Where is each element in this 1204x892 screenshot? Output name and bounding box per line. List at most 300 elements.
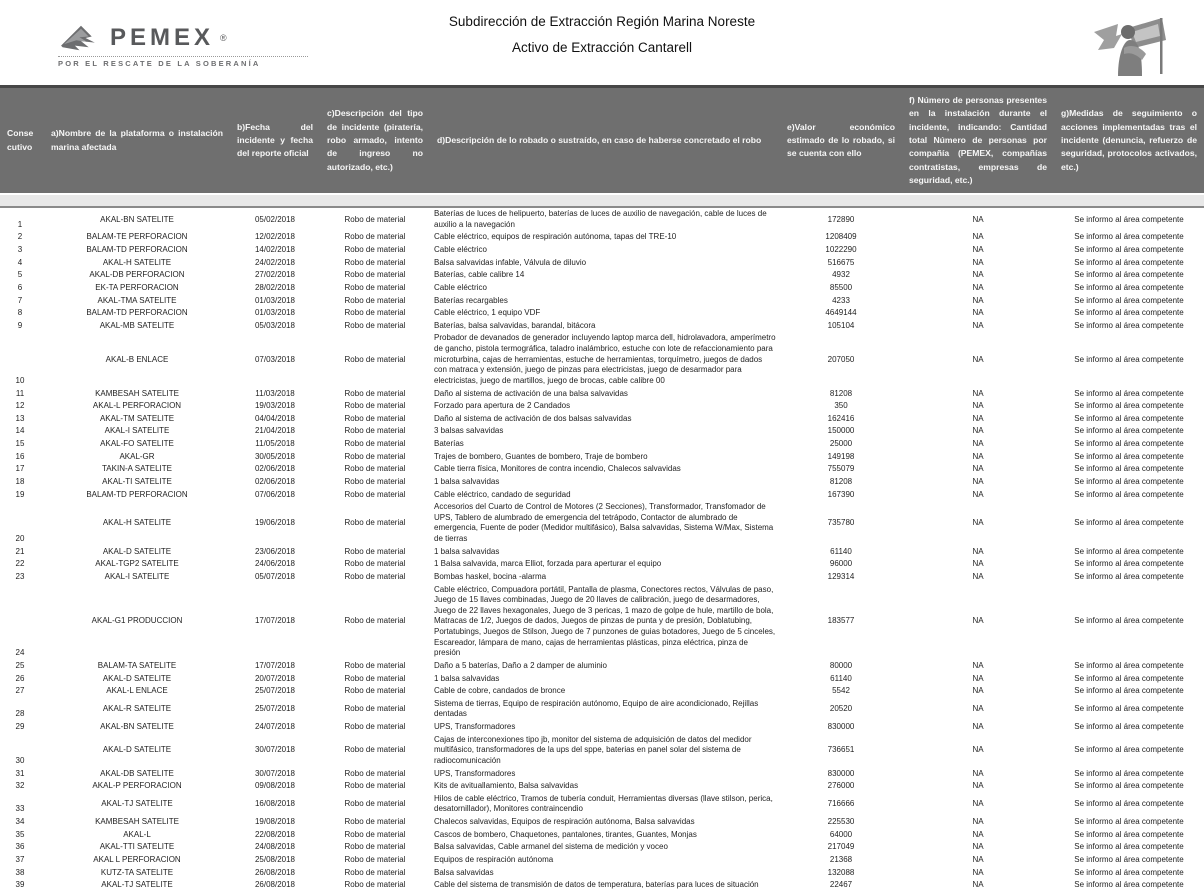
consec-cell: 17 xyxy=(15,464,25,474)
date-cell: 05/07/2018 xyxy=(254,571,296,581)
persons-cell: NA xyxy=(972,781,984,791)
date-cell: 14/02/2018 xyxy=(254,245,296,255)
desc-cell: 1 Balsa salvavida, marca Elliot, forzada para aperturar el equipo xyxy=(434,559,662,569)
name-cell: AKAL-FO SATELITE xyxy=(100,439,174,449)
date-cell: 20/07/2018 xyxy=(254,673,296,683)
desc-cell: Kits de avituallamiento, Balsa salvavidas xyxy=(434,781,579,791)
consec-cell: 31 xyxy=(15,768,25,778)
table-row xyxy=(0,438,1204,451)
consec-cell: 10 xyxy=(15,375,25,385)
value-cell: 735780 xyxy=(827,518,855,528)
name-cell: AKAL-I SATELITE xyxy=(104,571,170,581)
persons-cell: NA xyxy=(972,745,984,755)
table-header-row xyxy=(0,87,1204,195)
type-cell: Robo de material xyxy=(344,829,406,839)
name-cell: TAKIN-A SATELITE xyxy=(102,464,172,474)
consec-cell: 38 xyxy=(15,867,25,877)
action-cell: Se informo al área competente xyxy=(1074,768,1184,778)
persons-cell: NA xyxy=(972,559,984,569)
type-cell: Robo de material xyxy=(344,817,406,827)
table-row xyxy=(0,780,1204,793)
value-cell: 21368 xyxy=(829,854,853,864)
action-cell: Se informo al área competente xyxy=(1074,559,1184,569)
consec-cell: 34 xyxy=(15,817,25,827)
desc-cell: Equipos de respiración autónoma xyxy=(434,854,554,864)
table-row xyxy=(0,816,1204,829)
desc-cell: Cable eléctrico, candado de seguridad xyxy=(434,489,571,499)
consec-cell: 2 xyxy=(17,232,23,242)
action-cell: Se informo al área competente xyxy=(1074,880,1184,890)
persons-cell: NA xyxy=(972,722,984,732)
date-cell: 26/08/2018 xyxy=(254,880,296,890)
persons-cell: NA xyxy=(972,854,984,864)
consec-cell: 21 xyxy=(15,546,25,556)
desc-cell: Cable de cobre, candados de bronce xyxy=(434,686,566,696)
date-cell: 30/07/2018 xyxy=(254,768,296,778)
persons-cell: NA xyxy=(972,616,984,626)
type-cell: Robo de material xyxy=(344,546,406,556)
persons-cell: NA xyxy=(972,489,984,499)
persons-cell: NA xyxy=(972,401,984,411)
action-cell: Se informo al área competente xyxy=(1074,842,1184,852)
name-cell: AKAL-TJ SATELITE xyxy=(101,799,173,809)
persons-cell: NA xyxy=(972,257,984,267)
name-cell: EK-TA PERFORACION xyxy=(95,282,179,292)
date-cell: 24/08/2018 xyxy=(254,842,296,852)
page-subtitle: Activo de Extracción Cantarell xyxy=(511,40,693,55)
consec-cell: 29 xyxy=(15,722,25,732)
table-row xyxy=(0,660,1204,673)
persons-cell: NA xyxy=(972,320,984,330)
table-row xyxy=(0,400,1204,413)
value-cell: 20520 xyxy=(829,704,853,714)
value-cell: 105104 xyxy=(827,320,855,330)
column-header-consec: Consecutivo xyxy=(0,87,44,195)
consec-cell: 11 xyxy=(15,388,25,398)
desc-cell: Probador de devanados de generador incluyendo laptop marca dell, hidrolavadora, amperímetro de gancho, pistola termográfica, taladro inalámbrico, estuche con lote de refaccionamiento para microturbina, cajas de herramientas, estuche de herramientas, torquímetro, juegos de dados con matraca y extensión, juego de pinzas para electricistas, juego de desarmador para electricistas, juego de martillos, juego de brocas, cable calibre 00 xyxy=(434,333,776,385)
table-row xyxy=(0,413,1204,426)
type-cell: Robo de material xyxy=(344,673,406,683)
name-cell: AKAL-D SATELITE xyxy=(102,673,172,683)
persons-cell: NA xyxy=(972,817,984,827)
persons-cell: NA xyxy=(972,546,984,556)
name-cell: AKAL-BN SATELITE xyxy=(100,214,174,224)
action-cell: Se informo al área competente xyxy=(1074,781,1184,791)
consec-cell: 30 xyxy=(15,755,25,765)
value-cell: 276000 xyxy=(827,781,855,791)
value-cell: 129314 xyxy=(827,571,855,581)
date-cell: 01/03/2018 xyxy=(254,295,296,305)
table-row xyxy=(0,489,1204,502)
persons-cell: NA xyxy=(972,214,984,224)
type-cell: Robo de material xyxy=(344,745,406,755)
desc-cell: Daño al sistema de activación de una balsa salvavidas xyxy=(434,388,628,398)
value-cell: 61140 xyxy=(830,546,852,556)
name-cell: AKAL-B ENLACE xyxy=(105,354,169,364)
desc-cell: 3 balsas salvavidas xyxy=(434,426,504,436)
desc-cell: Hilos de cable eléctrico, Tramos de tubería conduit, Herramientas diversas (llave stilson, perica, desatornillador), Monitores contraincendio xyxy=(434,793,773,814)
type-cell: Robo de material xyxy=(344,660,406,670)
spacer-cell xyxy=(0,194,1204,207)
persons-cell: NA xyxy=(972,704,984,714)
desc-cell: Cable eléctrico xyxy=(434,245,487,255)
value-cell: 217049 xyxy=(827,842,855,852)
value-cell: 716666 xyxy=(827,799,855,809)
date-cell: 24/07/2018 xyxy=(254,722,296,732)
desc-cell: Baterías, balsa salvavidas, barandal, bitácora xyxy=(434,320,596,330)
desc-cell: Baterías recargables xyxy=(434,295,508,305)
desc-cell: Baterías, cable calibre 14 xyxy=(434,270,525,280)
value-cell: 1208409 xyxy=(825,232,857,242)
date-cell: 01/03/2018 xyxy=(254,308,296,318)
table-row xyxy=(0,698,1204,721)
name-cell: AKAL-H SATELITE xyxy=(102,518,172,528)
date-cell: 21/04/2018 xyxy=(254,426,296,436)
document-header xyxy=(0,0,1204,85)
consec-cell: 28 xyxy=(15,709,25,719)
consec-cell: 27 xyxy=(15,686,25,696)
persons-cell: NA xyxy=(972,464,984,474)
desc-cell: Forzado para apertura de 2 Candados xyxy=(434,401,571,411)
action-cell: Se informo al área competente xyxy=(1074,518,1184,528)
type-cell: Robo de material xyxy=(344,799,406,809)
date-cell: 24/06/2018 xyxy=(254,559,296,569)
consec-cell: 26 xyxy=(15,673,25,683)
date-cell: 17/07/2018 xyxy=(254,660,296,670)
value-cell: 225530 xyxy=(827,817,855,827)
consec-cell: 35 xyxy=(15,829,25,839)
value-cell: 755079 xyxy=(827,464,855,474)
column-header-date: b)Fecha del incidente y fecha del reporte oficial xyxy=(230,87,320,195)
name-cell: AKAL-GR xyxy=(119,451,155,461)
type-cell: Robo de material xyxy=(344,245,406,255)
table-row xyxy=(0,558,1204,571)
persons-cell: NA xyxy=(972,388,984,398)
table-row xyxy=(0,463,1204,476)
consec-cell: 9 xyxy=(17,320,23,330)
date-cell: 24/02/2018 xyxy=(254,257,296,267)
name-cell: AKAL-H SATELITE xyxy=(102,257,172,267)
consec-cell: 4 xyxy=(17,257,23,267)
action-cell: Se informo al área competente xyxy=(1074,867,1184,877)
value-cell: 4649144 xyxy=(825,308,857,318)
name-cell: AKAL-DB SATELITE xyxy=(100,768,174,778)
table-row xyxy=(0,307,1204,320)
page-title: Subdirección de Extracción Región Marina Noreste xyxy=(448,14,756,29)
date-cell: 11/03/2018 xyxy=(255,388,295,398)
type-cell: Robo de material xyxy=(344,295,406,305)
persons-cell: NA xyxy=(972,308,984,318)
value-cell: 64000 xyxy=(829,829,853,839)
name-cell: AKAL-L xyxy=(123,829,151,839)
type-cell: Robo de material xyxy=(344,439,406,449)
consec-cell: 25 xyxy=(15,660,25,670)
date-cell: 26/08/2018 xyxy=(254,867,296,877)
name-cell: AKAL-P PERFORACION xyxy=(92,781,182,791)
date-cell: 30/07/2018 xyxy=(254,745,296,755)
name-cell: AKAL-I SATELITE xyxy=(104,426,170,436)
brand-wordmark: PEMEX xyxy=(110,24,215,51)
action-cell: Se informo al área competente xyxy=(1074,388,1184,398)
column-header-persons: f) Número de personas presentes en la instalación durante el incidente, indicando: Cantidad total Número de personas por compañía (PEMEX, compañías contratistas, empresas de seguridad, etc.) xyxy=(902,87,1054,195)
consec-cell: 1 xyxy=(17,219,23,229)
column-header-name: a)Nombre de la plataforma o instalación marina afectada xyxy=(44,87,230,195)
type-cell: Robo de material xyxy=(344,880,406,890)
table-row xyxy=(0,257,1204,270)
name-cell: AKAL-L ENLACE xyxy=(106,686,168,696)
consec-cell: 20 xyxy=(15,534,25,544)
date-cell: 05/03/2018 xyxy=(254,320,296,330)
persons-cell: NA xyxy=(972,426,984,436)
persons-cell: NA xyxy=(972,799,984,809)
name-cell: KUTZ-TA SATELITE xyxy=(100,867,174,877)
table-header-band xyxy=(0,87,1204,195)
table-body xyxy=(0,194,1204,892)
table-row xyxy=(0,793,1204,816)
column-header-value: e)Valor económico estimado de lo robado, si se cuenta con ello xyxy=(780,87,902,195)
action-cell: Se informo al área competente xyxy=(1074,571,1184,581)
desc-cell: Sistema de tierras, Equipo de respiración autónomo, Equipo de aire acondicionado, Rejillas dentadas xyxy=(434,698,759,719)
table-row xyxy=(0,546,1204,559)
action-cell: Se informo al área competente xyxy=(1074,660,1184,670)
type-cell: Robo de material xyxy=(344,854,406,864)
desc-cell: Cable eléctrico xyxy=(434,282,487,292)
date-cell: 09/08/2018 xyxy=(254,781,296,791)
desc-cell: Cable eléctrico, equipos de respiración autónoma, tapas del TRE-10 xyxy=(434,232,677,242)
consec-cell: 13 xyxy=(15,413,25,423)
action-cell: Se informo al área competente xyxy=(1074,308,1184,318)
column-header-type: c)Descripción del tipo de incidente (piratería, robo armado, intento de ingreso no autorizado, etc.) xyxy=(320,87,430,195)
type-cell: Robo de material xyxy=(344,722,406,732)
action-cell: Se informo al área competente xyxy=(1074,829,1184,839)
type-cell: Robo de material xyxy=(344,842,406,852)
date-cell: 23/06/2018 xyxy=(254,546,296,556)
persons-cell: NA xyxy=(972,571,984,581)
desc-cell: Bombas haskel, bocina -alarma xyxy=(434,571,547,581)
date-cell: 16/08/2018 xyxy=(254,799,296,809)
table-row xyxy=(0,207,1204,231)
name-cell: AKAL-MB SATELITE xyxy=(99,320,175,330)
table-row xyxy=(0,734,1204,768)
date-cell: 22/08/2018 xyxy=(254,829,296,839)
date-cell: 17/07/2018 xyxy=(254,616,296,626)
date-cell: 25/07/2018 xyxy=(254,704,296,714)
desc-cell: Balsa salvavidas xyxy=(434,867,494,877)
value-cell: 830000 xyxy=(827,722,855,732)
desc-cell: 1 balsa salvavidas xyxy=(434,546,500,556)
action-cell: Se informo al área competente xyxy=(1074,232,1184,242)
desc-cell: Cascos de bombero, Chaquetones, pantalones, tirantes, Guantes, Monjas xyxy=(434,829,697,839)
value-cell: 167390 xyxy=(827,489,855,499)
desc-cell: Cable tierra física, Monitores de contra incendio, Chalecos salvavidas xyxy=(434,464,681,474)
type-cell: Robo de material xyxy=(344,388,406,398)
date-cell: 25/07/2018 xyxy=(254,686,296,696)
type-cell: Robo de material xyxy=(344,559,406,569)
action-cell: Se informo al área competente xyxy=(1074,616,1184,626)
spacer-row xyxy=(0,194,1204,207)
table-row xyxy=(0,282,1204,295)
table-row xyxy=(0,320,1204,333)
persons-cell: NA xyxy=(972,476,984,486)
name-cell: AKAL L PERFORACION xyxy=(93,854,181,864)
type-cell: Robo de material xyxy=(344,320,406,330)
value-cell: 25000 xyxy=(829,439,853,449)
action-cell: Se informo al área competente xyxy=(1074,214,1184,224)
desc-cell: Chalecos salvavidas, Equipos de respiración autónoma, Balsa salvavidas xyxy=(434,817,695,827)
name-cell: BALAM-TD PERFORACION xyxy=(86,308,188,318)
consec-cell: 32 xyxy=(15,781,25,791)
name-cell: AKAL-TJ SATELITE xyxy=(101,880,173,890)
value-cell: 516675 xyxy=(827,257,855,267)
consec-cell: 14 xyxy=(15,426,25,436)
date-cell: 05/02/2018 xyxy=(254,214,296,224)
type-cell: Robo de material xyxy=(344,704,406,714)
date-cell: 12/02/2018 xyxy=(254,232,296,242)
name-cell: AKAL-TGP2 SATELITE xyxy=(95,559,179,569)
type-cell: Robo de material xyxy=(344,571,406,581)
desc-cell: UPS, Transformadores xyxy=(434,722,516,732)
action-cell: Se informo al área competente xyxy=(1074,354,1184,364)
name-cell: AKAL-BN SATELITE xyxy=(100,722,174,732)
name-cell: AKAL-DB PERFORACION xyxy=(89,270,185,280)
table-row xyxy=(0,269,1204,282)
persons-cell: NA xyxy=(972,232,984,242)
table-row xyxy=(0,879,1204,892)
desc-cell: Balsa salvavidas infable, Válvula de diluvio xyxy=(434,257,587,267)
persons-cell: NA xyxy=(972,413,984,423)
value-cell: 80000 xyxy=(829,660,853,670)
date-cell: 02/06/2018 xyxy=(254,476,296,486)
table-row xyxy=(0,721,1204,734)
table-row xyxy=(0,231,1204,244)
table-row xyxy=(0,425,1204,438)
type-cell: Robo de material xyxy=(344,781,406,791)
table-row xyxy=(0,673,1204,686)
name-cell: AKAL-TTI SATELITE xyxy=(99,842,175,852)
name-cell: AKAL-R SATELITE xyxy=(102,704,172,714)
date-cell: 28/02/2018 xyxy=(254,282,296,292)
table-row xyxy=(0,295,1204,308)
persons-cell: NA xyxy=(972,829,984,839)
persons-cell: NA xyxy=(972,768,984,778)
desc-cell: Cable eléctrico, 1 equipo VDF xyxy=(434,308,541,318)
name-cell: KAMBESAH SATELITE xyxy=(95,388,179,398)
action-cell: Se informo al área competente xyxy=(1074,673,1184,683)
type-cell: Robo de material xyxy=(344,270,406,280)
action-cell: Se informo al área competente xyxy=(1074,546,1184,556)
date-cell: 30/05/2018 xyxy=(254,451,296,461)
type-cell: Robo de material xyxy=(344,518,406,528)
name-cell: AKAL-D SATELITE xyxy=(102,546,172,556)
consec-cell: 12 xyxy=(15,401,25,411)
date-cell: 27/02/2018 xyxy=(254,270,296,280)
date-cell: 07/03/2018 xyxy=(254,354,296,364)
consec-cell: 22 xyxy=(15,559,25,569)
name-cell: BALAM-TD PERFORACION xyxy=(86,245,188,255)
consec-cell: 19 xyxy=(15,489,25,499)
type-cell: Robo de material xyxy=(344,214,406,224)
persons-cell: NA xyxy=(972,439,984,449)
persons-cell: NA xyxy=(972,295,984,305)
desc-cell: Trajes de bombero, Guantes de bombero, Traje de bombero xyxy=(434,451,648,461)
type-cell: Robo de material xyxy=(344,426,406,436)
consec-cell: 8 xyxy=(17,308,23,318)
table-row xyxy=(0,501,1204,546)
persons-cell: NA xyxy=(972,270,984,280)
action-cell: Se informo al área competente xyxy=(1074,320,1184,330)
table-row xyxy=(0,841,1204,854)
value-cell: 61140 xyxy=(830,673,852,683)
action-cell: Se informo al área competente xyxy=(1074,704,1184,714)
consec-cell: 18 xyxy=(15,476,25,486)
action-cell: Se informo al área competente xyxy=(1074,451,1184,461)
persons-cell: NA xyxy=(972,686,984,696)
action-cell: Se informo al área competente xyxy=(1074,439,1184,449)
desc-cell: Cable del sistema de transmisión de datos de temperatura, baterías para luces de situación xyxy=(434,880,759,890)
value-cell: 81208 xyxy=(829,476,853,486)
persons-cell: NA xyxy=(972,518,984,528)
persons-cell: NA xyxy=(972,842,984,852)
name-cell: BALAM-TD PERFORACION xyxy=(86,489,188,499)
desc-cell: 1 balsa salvavidas xyxy=(434,673,500,683)
action-cell: Se informo al área competente xyxy=(1074,257,1184,267)
action-cell: Se informo al área competente xyxy=(1074,295,1184,305)
value-cell: 1022290 xyxy=(825,245,857,255)
registered-mark: ® xyxy=(220,33,227,43)
type-cell: Robo de material xyxy=(344,282,406,292)
date-cell: 11/05/2018 xyxy=(255,439,295,449)
value-cell: 5542 xyxy=(832,686,850,696)
persons-cell: NA xyxy=(972,673,984,683)
value-cell: 183577 xyxy=(827,616,855,626)
value-cell: 162416 xyxy=(827,413,855,423)
table-row xyxy=(0,451,1204,464)
consec-cell: 3 xyxy=(17,245,23,255)
type-cell: Robo de material xyxy=(344,464,406,474)
table-row xyxy=(0,476,1204,489)
type-cell: Robo de material xyxy=(344,401,406,411)
desc-cell: Baterías de luces de helipuerto, baterías de luces de auxilio de navegación, cable de luces de auxilio a la navegación xyxy=(434,209,767,229)
type-cell: Robo de material xyxy=(344,489,406,499)
column-header-desc: d)Descripción de lo robado o sustraído, en caso de haberse concretado el robo xyxy=(430,87,780,195)
name-cell: AKAL-TM SATELITE xyxy=(99,413,175,423)
type-cell: Robo de material xyxy=(344,232,406,242)
action-cell: Se informo al área competente xyxy=(1074,476,1184,486)
consec-cell: 6 xyxy=(17,282,23,292)
action-cell: Se informo al área competente xyxy=(1074,745,1184,755)
table-row xyxy=(0,332,1204,387)
persons-cell: NA xyxy=(972,282,984,292)
table-row xyxy=(0,867,1204,880)
name-cell: BALAM-TA SATELITE xyxy=(97,660,177,670)
persons-cell: NA xyxy=(972,867,984,877)
date-cell: 02/06/2018 xyxy=(254,464,296,474)
type-cell: Robo de material xyxy=(344,257,406,267)
consec-cell: 36 xyxy=(15,842,25,852)
type-cell: Robo de material xyxy=(344,867,406,877)
persons-cell: NA xyxy=(972,354,984,364)
action-cell: Se informo al área competente xyxy=(1074,426,1184,436)
name-cell: AKAL-L PERFORACION xyxy=(92,401,182,411)
type-cell: Robo de material xyxy=(344,308,406,318)
name-cell: BALAM-TE PERFORACION xyxy=(86,232,188,242)
action-cell: Se informo al área competente xyxy=(1074,413,1184,423)
value-cell: 172890 xyxy=(827,214,855,224)
persons-cell: NA xyxy=(972,245,984,255)
name-cell: AKAL-G1 PRODUCCION xyxy=(91,616,183,626)
consec-cell: 5 xyxy=(17,270,23,280)
date-cell: 25/08/2018 xyxy=(254,854,296,864)
